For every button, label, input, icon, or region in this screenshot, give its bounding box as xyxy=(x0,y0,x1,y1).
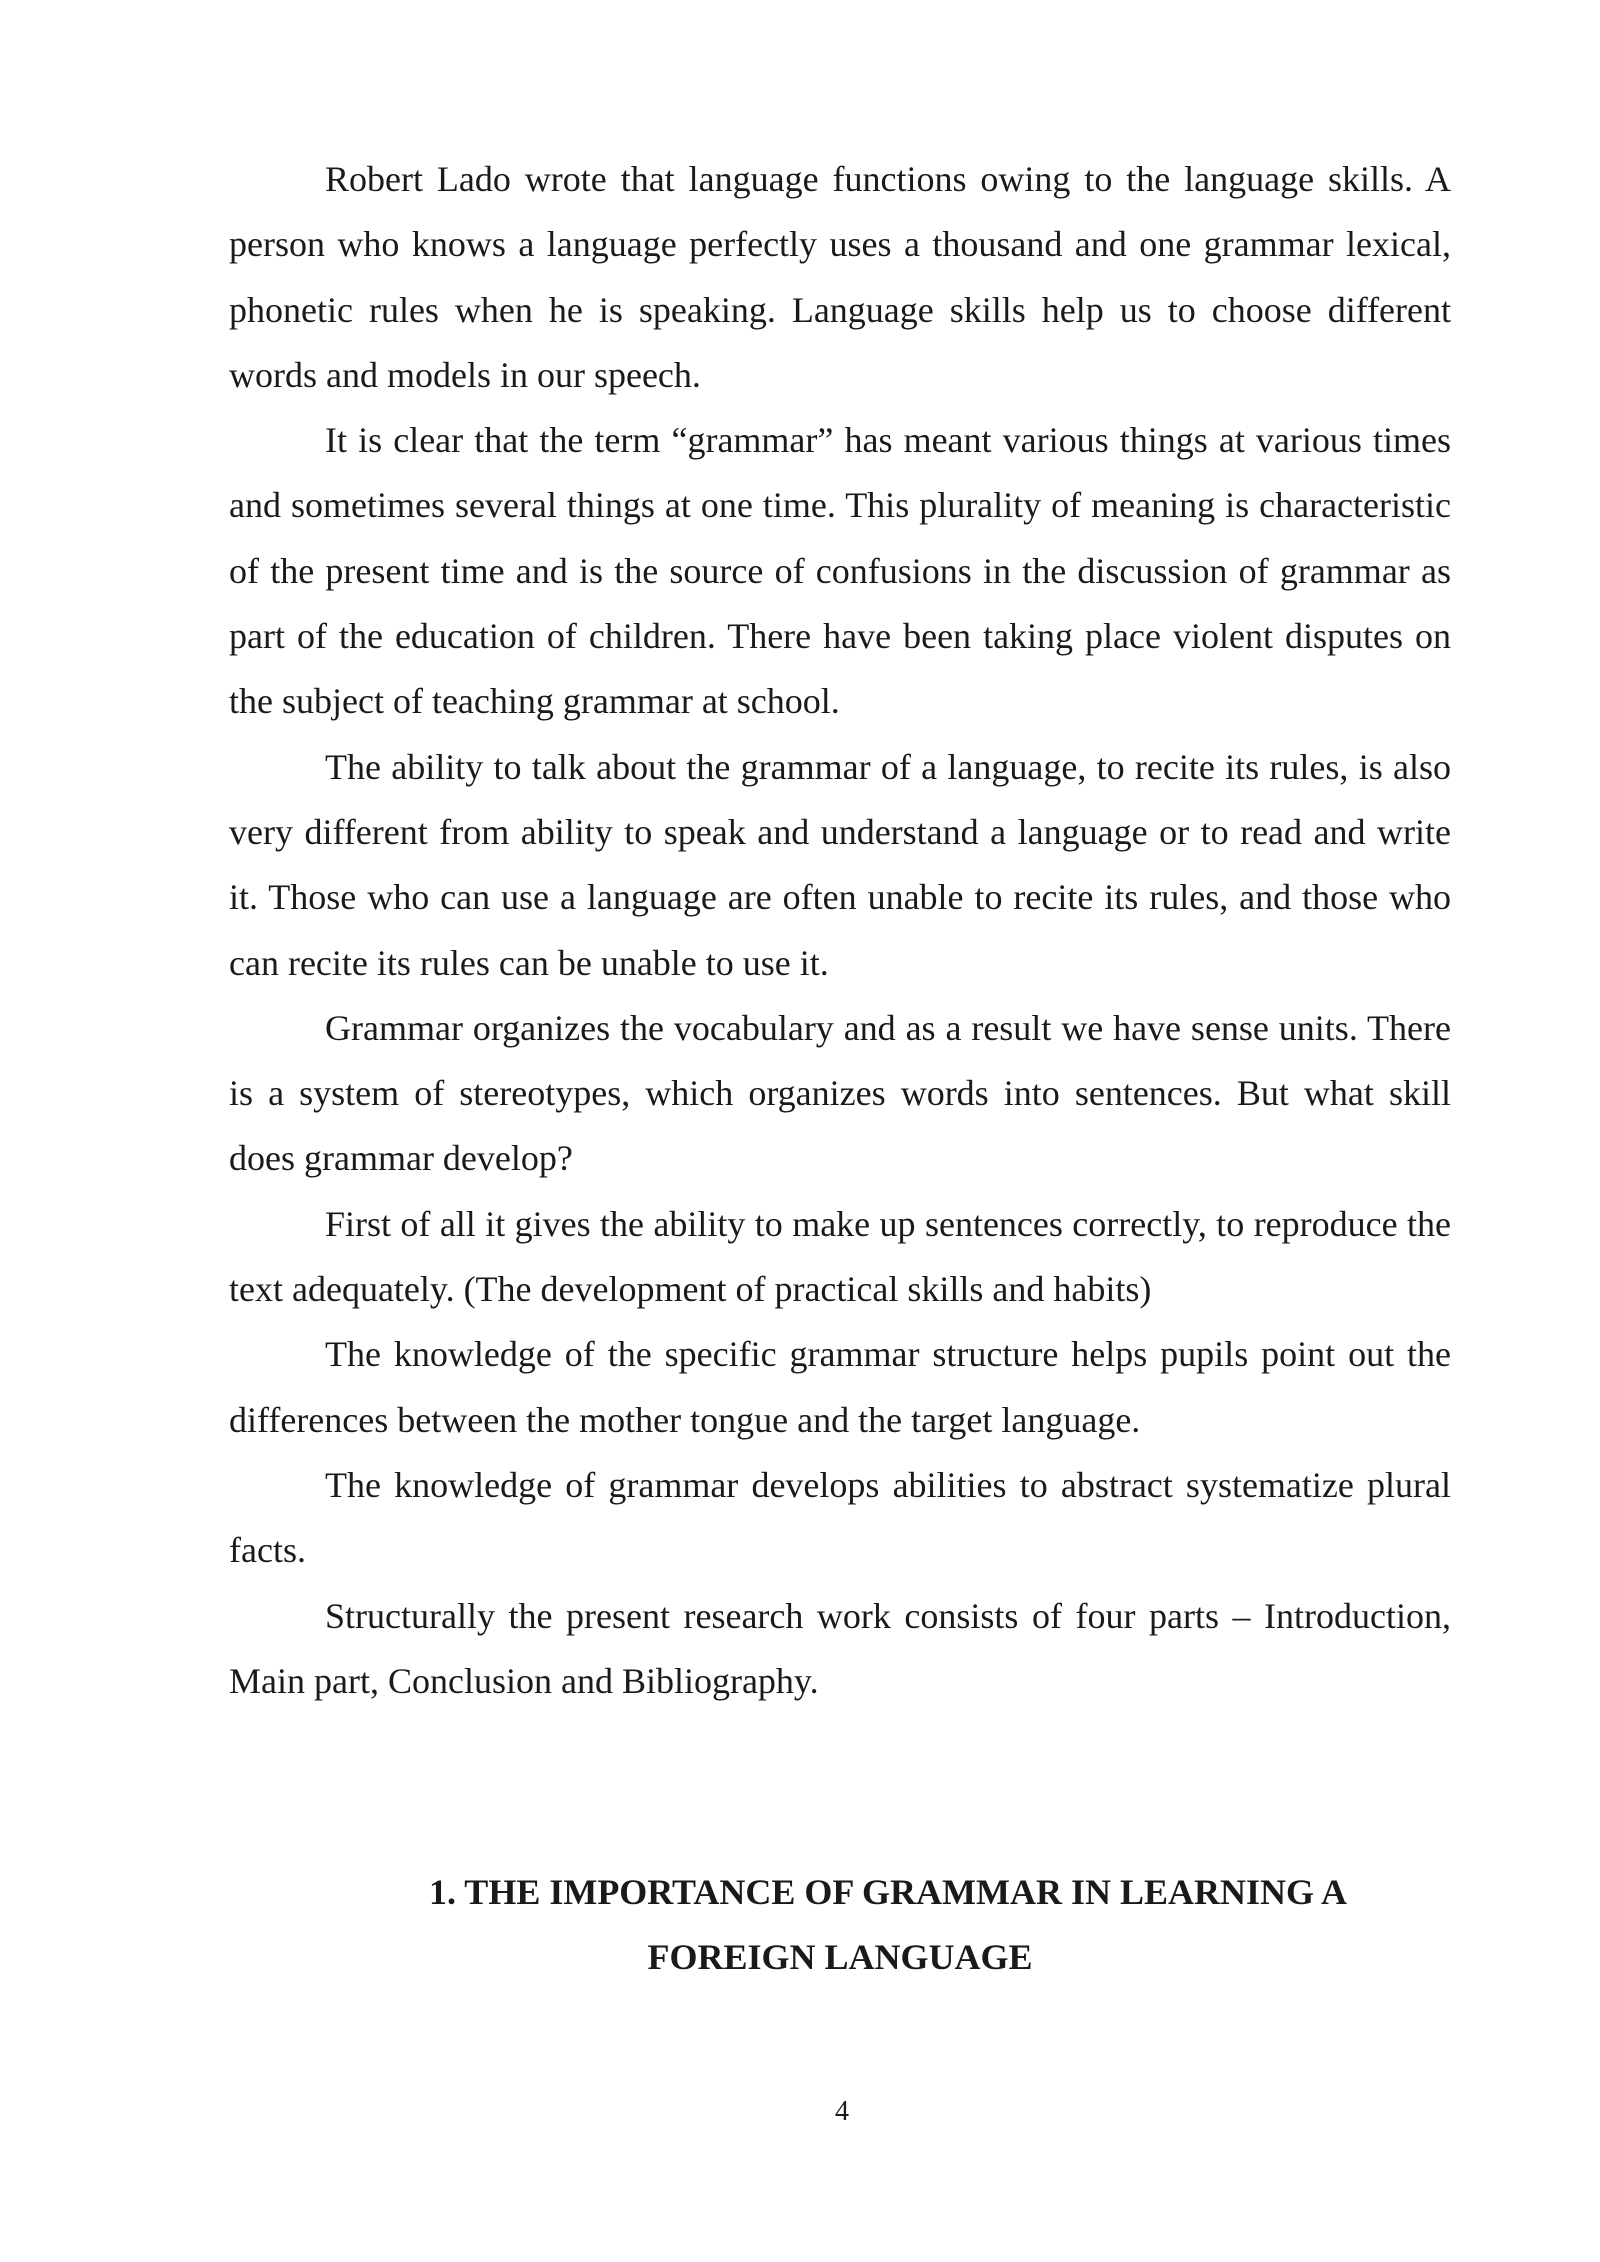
paragraph-grammar-organizes: Grammar organizes the vocabulary and as a result we have sense units. There is a system of stereotypes, which organizes words into sentences. But what skill does grammar develop? xyxy=(229,1007,1451,1179)
paragraph-term-grammar: It is clear that the term “grammar” has meant various things at various times and sometimes several things at one time. This plurality of meaning is characteristic of the present time and is the source of confusions in the discussion of grammar as part of the education of children. There have been taking place violent disputes on the subject of teaching grammar at school. xyxy=(229,420,1451,722)
section-heading-line-1: 1. THE IMPORTANCE OF GRAMMAR IN LEARNING A xyxy=(428,1872,1348,1912)
paragraph-ability-to-talk: The ability to talk about the grammar of a language, to recite its rules, is also very different from ability to speak and understand a language or to read and write it. Those who can use a language are often unable to recite its rules, and those who can recite its rules can be unable to use it. xyxy=(229,746,1451,983)
paragraph-structure-of-work: Structurally the present research work consists of four parts – Introduction, Main part, Conclusion and Bibliography. xyxy=(229,1595,1451,1701)
section-heading xyxy=(229,1860,1451,1990)
paragraph-robert-lado: Robert Lado wrote that language functions owing to the language skills. A person who knows a language perfectly uses a thousand and one grammar lexical, phonetic rules when he is speaking. Language skills help us to choose different words and models in our speech. xyxy=(229,159,1451,395)
page-number: 4 xyxy=(835,2096,849,2127)
paragraph-abstract-facts: The knowledge of grammar develops abilities to abstract systematize plural facts. xyxy=(229,1464,1451,1571)
body-text xyxy=(229,147,1451,1714)
paragraph-first-of-all: First of all it gives the ability to make up sentences correctly, to reproduce the text adequately. (The development of practical skills and habits) xyxy=(229,1203,1451,1310)
paragraph-specific-structure: The knowledge of the specific grammar structure helps pupils point out the differences between the mother tongue and the target language. xyxy=(229,1334,1451,1440)
section-heading-line-2: FOREIGN LANGUAGE xyxy=(647,1937,1033,1977)
